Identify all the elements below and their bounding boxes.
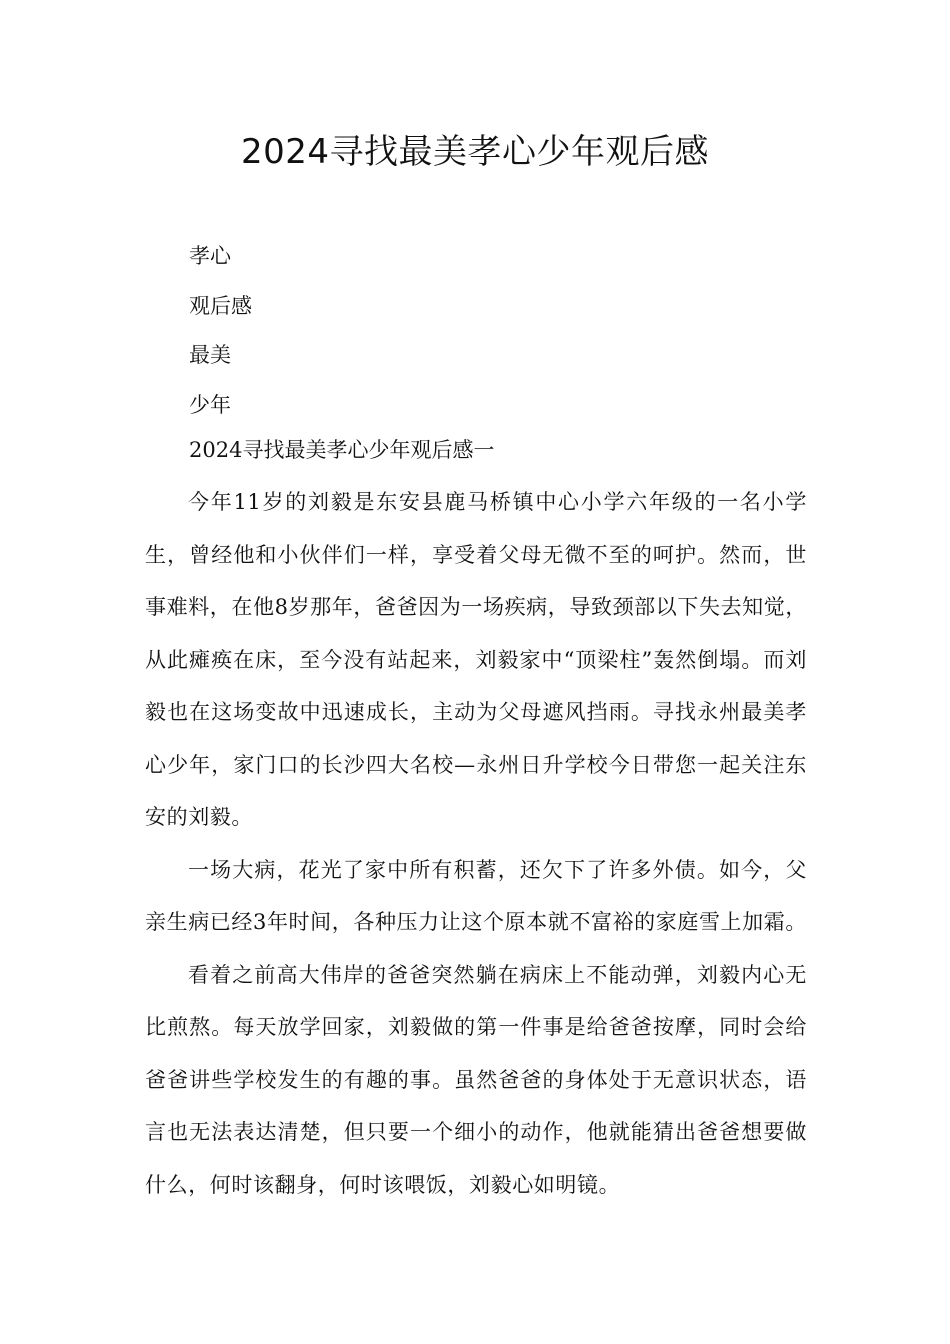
- paragraph: 看着之前高大伟岸的爸爸突然躺在病床上不能动弹，刘毅内心无比煎熬。每天放学回家，刘毅做的第一件事是给爸爸按摩，同时会给爸爸讲些学校发生的有趣的事。虽然爸爸的身体处于无意识状态，语言也无法表达清楚，但只要一个细小的动作，他就能猜出爸爸想要做什么，何时该翻身，何时该喂饭，刘毅心如明镜。: [145, 962, 807, 1197]
- keyword-list: [189, 232, 809, 430]
- body-text: [145, 476, 807, 1211]
- document-title: 2024寻找最美孝心少年观后感: [240, 132, 710, 172]
- keyword-item: 最美: [189, 343, 231, 367]
- paragraph: 今年11岁的刘毅是东安县鹿马桥镇中心小学六年级的一名小学生，曾经他和小伙伴们一样，享受着父母无微不至的呵护。然而，世事难料，在他8岁那年，爸爸因为一场疾病，导致颈部以下失去知觉，从此瘫痪在床，至今没有站起来，刘毅家中“顶梁柱”轰然倒塌。而刘毅也在这场变故中迅速成长，主动为父母遮风挡雨。寻找永州最美孝心少年，家门口的长沙四大名校—永州日升学校今日带您一起关注东安的刘毅。: [145, 490, 807, 829]
- keyword-item: 少年: [189, 392, 231, 417]
- paragraph: 一场大病，花光了家中所有积蓄，还欠下了许多外债。如今，父亲生病已经3年时间，各种压力让这个原本就不富裕的家庭雪上加霜。: [145, 857, 807, 934]
- section-heading: 2024寻找最美孝心少年观后感一: [189, 438, 495, 462]
- keyword-item: 观后感: [189, 293, 252, 318]
- keyword-item: 孝心: [189, 244, 231, 268]
